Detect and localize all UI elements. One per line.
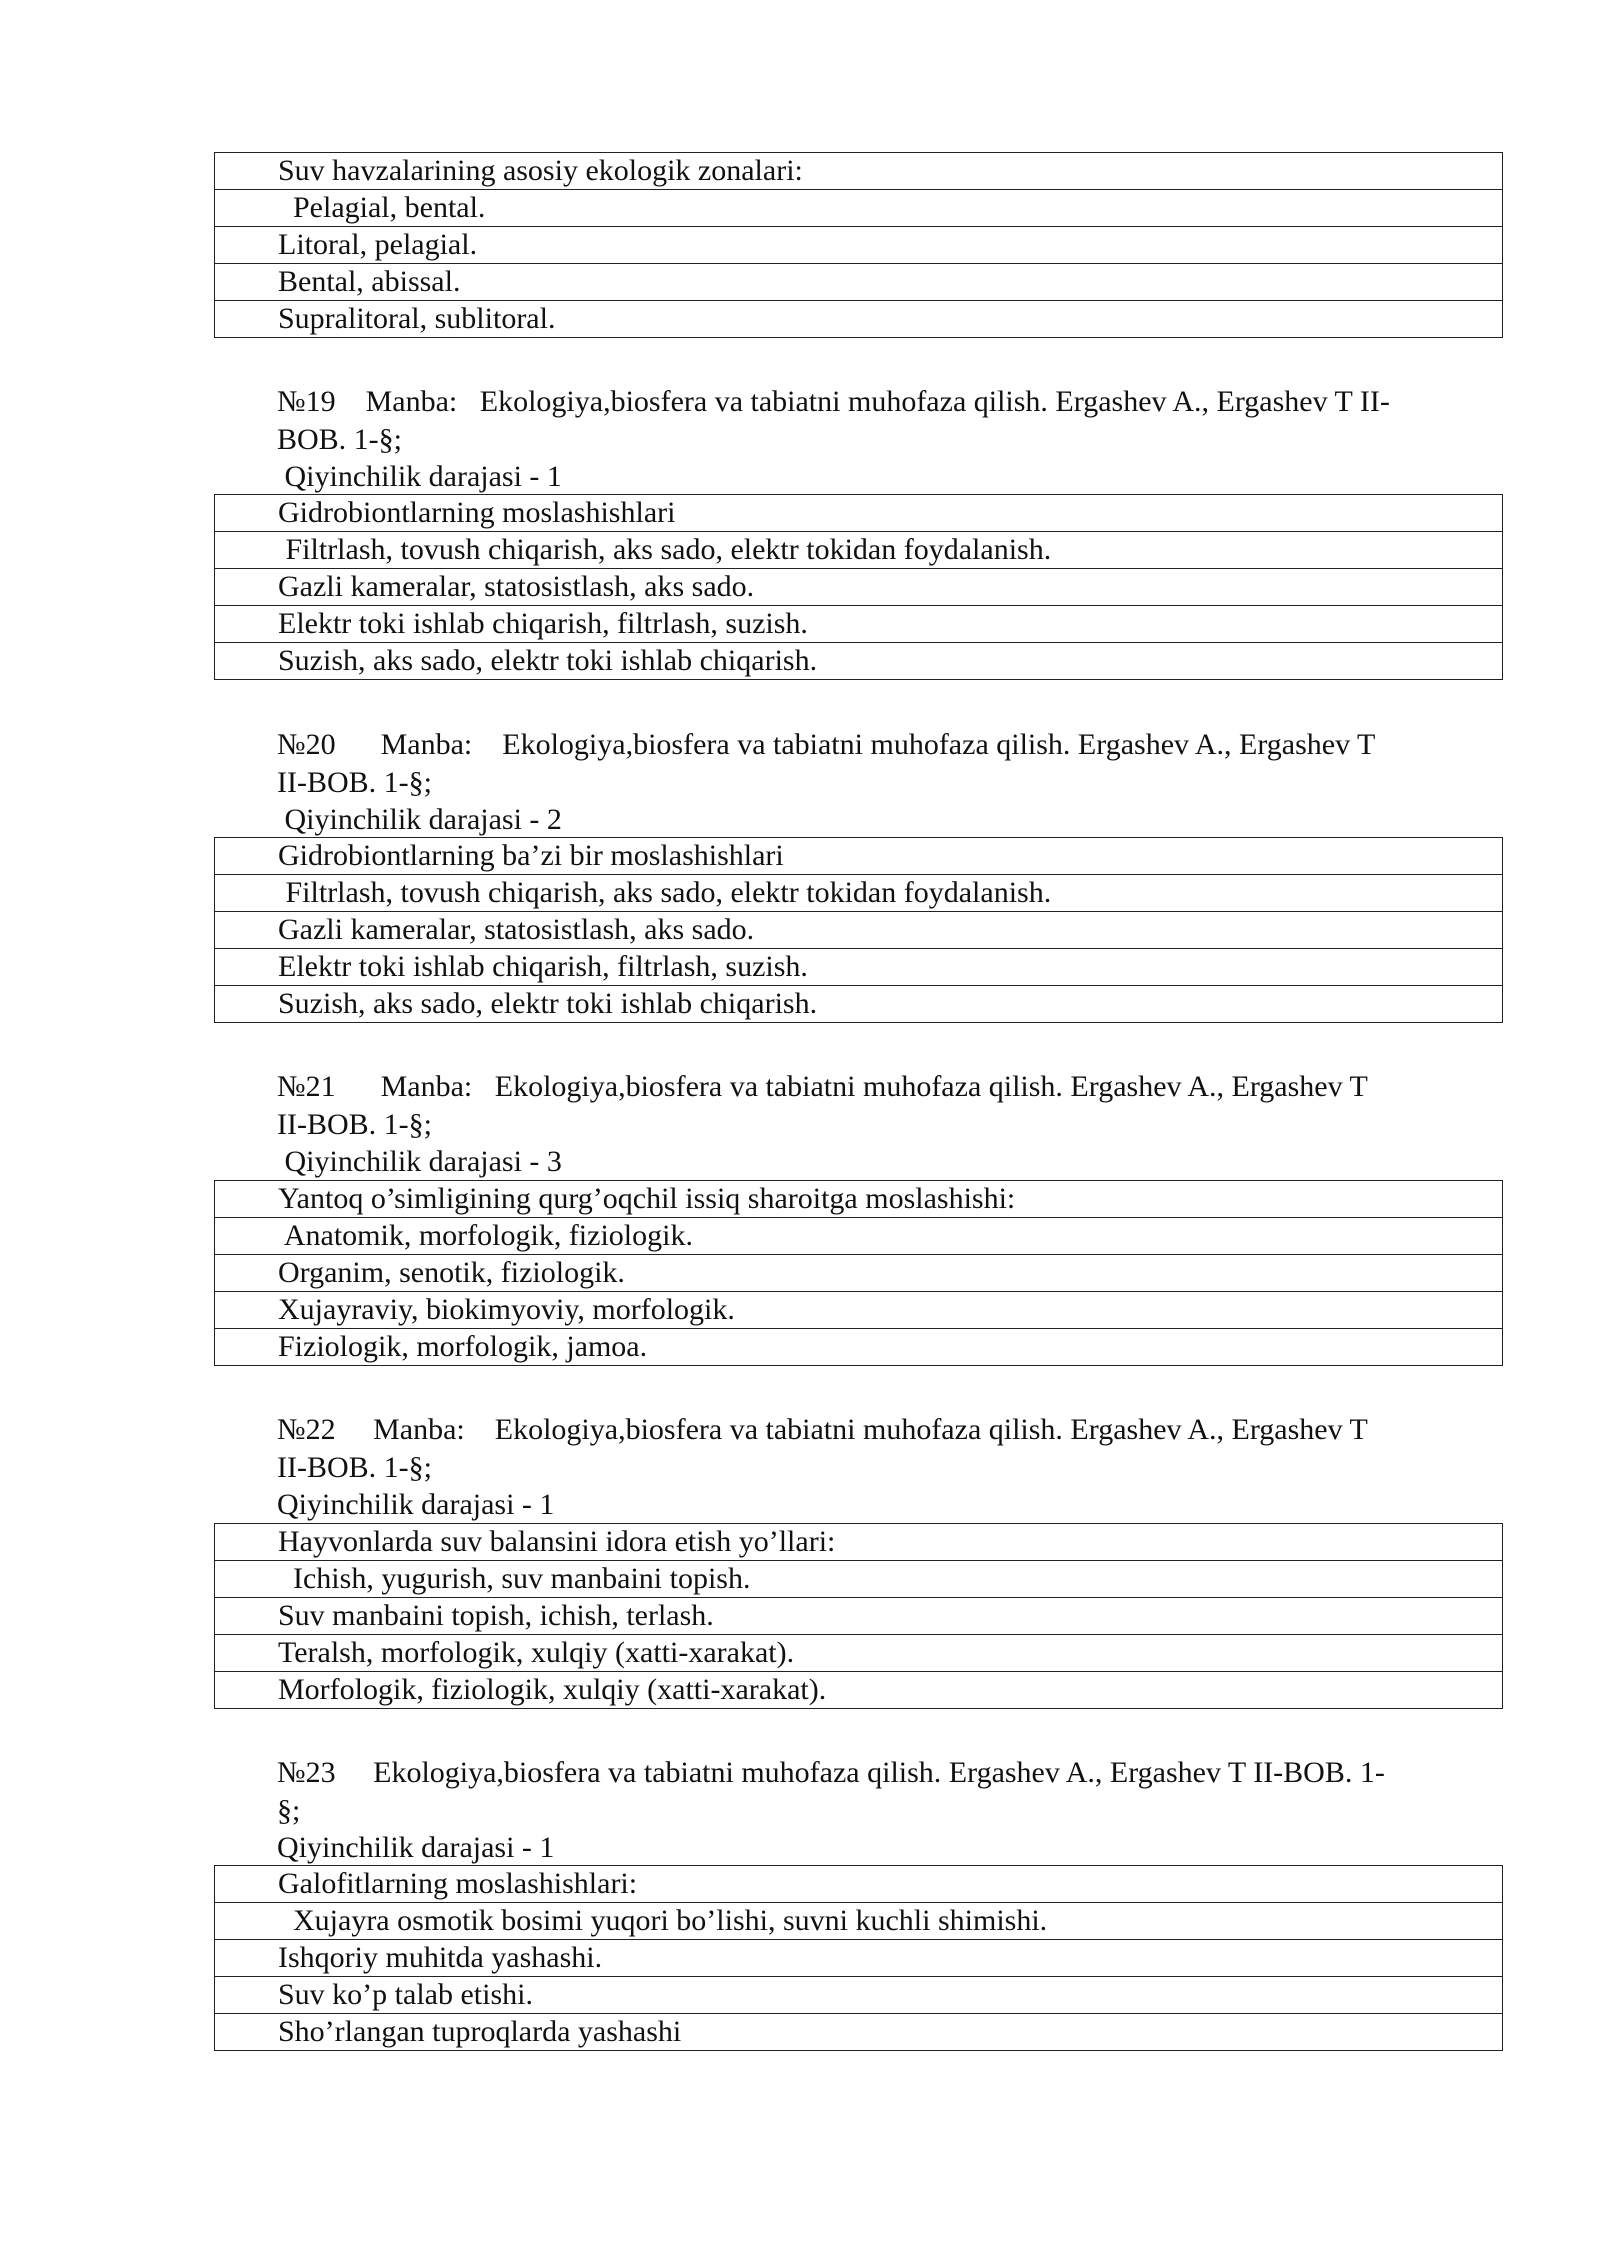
answer-option: Elektr toki ishlab chiqarish, filtrlash, suzish. (215, 606, 1503, 643)
answer-row (215, 301, 1503, 338)
source-line: №23 Ekologiya,biosfera va tabiatni muhofaza qilish. Ergashev A., Ergashev T II-BOB. 1- (277, 1756, 1385, 1789)
difficulty-level: Qiyinchilik darajasi - 3 (277, 1145, 562, 1178)
answer-correct: Anatomik, morfologik, fiziologik. (215, 1218, 1503, 1255)
question-table-20 (214, 837, 1503, 1023)
question-text: Yantoq o’simligining qurg’oqchil issiq sharoitga moslashishi: (215, 1181, 1503, 1218)
source-line-cont: II-BOB. 1-§; (277, 1450, 432, 1484)
answer-row (215, 264, 1503, 301)
difficulty-level: Qiyinchilik darajasi - 2 (277, 803, 562, 836)
answer-row (215, 986, 1503, 1023)
source-line: №19 Manba: Ekologiya,biosfera va tabiatni muhofaza qilish. Ergashev A., Ergashev T II- (277, 385, 1390, 418)
answer-row (215, 1255, 1503, 1292)
answer-row (215, 643, 1503, 680)
answer-option: Gazli kameralar, statosistlash, aks sado. (215, 912, 1503, 949)
question-text: Gidrobiontlarning ba’zi bir moslashishlari (215, 838, 1503, 875)
question-header-20 (277, 726, 1503, 839)
answer-option: Elektr toki ishlab chiqarish, filtrlash, suzish. (215, 949, 1503, 986)
question-header-23 (277, 1754, 1503, 1867)
answer-row (215, 227, 1503, 264)
answer-row (215, 912, 1503, 949)
source-line-cont: II-BOB. 1-§; (277, 765, 432, 799)
answer-option: Litoral, pelagial. (215, 227, 1503, 264)
question-table-23 (214, 1865, 1503, 2051)
answer-option: Fiziologik, morfologik, jamoa. (215, 1329, 1503, 1366)
answer-option: Teralsh, morfologik, xulqiy (xatti-xarakat). (215, 1635, 1503, 1672)
answer-row (215, 1940, 1503, 1977)
answer-option: Morfologik, fiziologik, xulqiy (xatti-xarakat). (215, 1672, 1503, 1709)
answer-correct: Pelagial, bental. (215, 190, 1503, 227)
source-line: №20 Manba: Ekologiya,biosfera va tabiatni muhofaza qilish. Ergashev A., Ergashev T (277, 728, 1376, 761)
answer-option: Supralitoral, sublitoral. (215, 301, 1503, 338)
question-row (215, 495, 1503, 532)
answer-option: Bental, abissal. (215, 264, 1503, 301)
answer-row (215, 606, 1503, 643)
question-table-18 (214, 152, 1503, 338)
answer-row (215, 1903, 1503, 1940)
answer-option: Gazli kameralar, statosistlash, aks sado. (215, 569, 1503, 606)
answer-row (215, 1329, 1503, 1366)
answer-row (215, 2014, 1503, 2051)
answer-row (215, 1292, 1503, 1329)
answer-row (215, 190, 1503, 227)
answer-row (215, 875, 1503, 912)
source-line-cont: BOB. 1-§; (277, 422, 403, 456)
answer-row (215, 569, 1503, 606)
answer-option: Suv ko’p talab etishi. (215, 1977, 1503, 2014)
answer-option: Sho’rlangan tuproqlarda yashashi (215, 2014, 1503, 2051)
question-row (215, 1866, 1503, 1903)
question-row (215, 1181, 1503, 1218)
question-text: Gidrobiontlarning moslashishlari (215, 495, 1503, 532)
answer-option: Suzish, aks sado, elektr toki ishlab chiqarish. (215, 643, 1503, 680)
question-table-22 (214, 1523, 1503, 1709)
question-text: Galofitlarning moslashishlari: (215, 1866, 1503, 1903)
answer-correct: Ichish, yugurish, suv manbaini topish. (215, 1561, 1503, 1598)
answer-option: Suv manbaini topish, ichish, terlash. (215, 1598, 1503, 1635)
source-line: №22 Manba: Ekologiya,biosfera va tabiatni muhofaza qilish. Ergashev A., Ergashev T (277, 1413, 1368, 1446)
answer-correct: Xujayra osmotik bosimi yuqori bo’lishi, suvni kuchli shimishi. (215, 1903, 1503, 1940)
question-row (215, 153, 1503, 190)
source-line: №21 Manba: Ekologiya,biosfera va tabiatni muhofaza qilish. Ergashev A., Ergashev T (277, 1070, 1368, 1103)
question-header-21 (277, 1068, 1503, 1181)
answer-row (215, 949, 1503, 986)
question-text: Hayvonlarda suv balansini idora etish yo’llari: (215, 1524, 1503, 1561)
question-text: Suv havzalarining asosiy ekologik zonalari: (215, 153, 1503, 190)
question-table-21 (214, 1180, 1503, 1366)
answer-row (215, 1218, 1503, 1255)
answer-row (215, 1977, 1503, 2014)
answer-row (215, 1598, 1503, 1635)
difficulty-level: Qiyinchilik darajasi - 1 (277, 460, 562, 493)
source-line-cont: §; (277, 1793, 301, 1827)
answer-row (215, 532, 1503, 569)
question-header-22 (277, 1411, 1503, 1524)
source-line-cont: II-BOB. 1-§; (277, 1107, 432, 1141)
answer-correct: Filtrlash, tovush chiqarish, aks sado, elektr tokidan foydalanish. (215, 532, 1503, 569)
answer-correct: Filtrlash, tovush chiqarish, aks sado, elektr tokidan foydalanish. (215, 875, 1503, 912)
answer-option: Suzish, aks sado, elektr toki ishlab chiqarish. (215, 986, 1503, 1023)
question-row (215, 1524, 1503, 1561)
question-table-19 (214, 494, 1503, 680)
answer-row (215, 1561, 1503, 1598)
question-row (215, 838, 1503, 875)
answer-option: Xujayraviy, biokimyoviy, morfologik. (215, 1292, 1503, 1329)
difficulty-level: Qiyinchilik darajasi - 1 (277, 1488, 555, 1521)
answer-row (215, 1635, 1503, 1672)
answer-option: Ishqoriy muhitda yashashi. (215, 1940, 1503, 1977)
difficulty-level: Qiyinchilik darajasi - 1 (277, 1831, 555, 1864)
question-header-19 (277, 383, 1503, 496)
answer-option: Organim, senotik, fiziologik. (215, 1255, 1503, 1292)
answer-row (215, 1672, 1503, 1709)
